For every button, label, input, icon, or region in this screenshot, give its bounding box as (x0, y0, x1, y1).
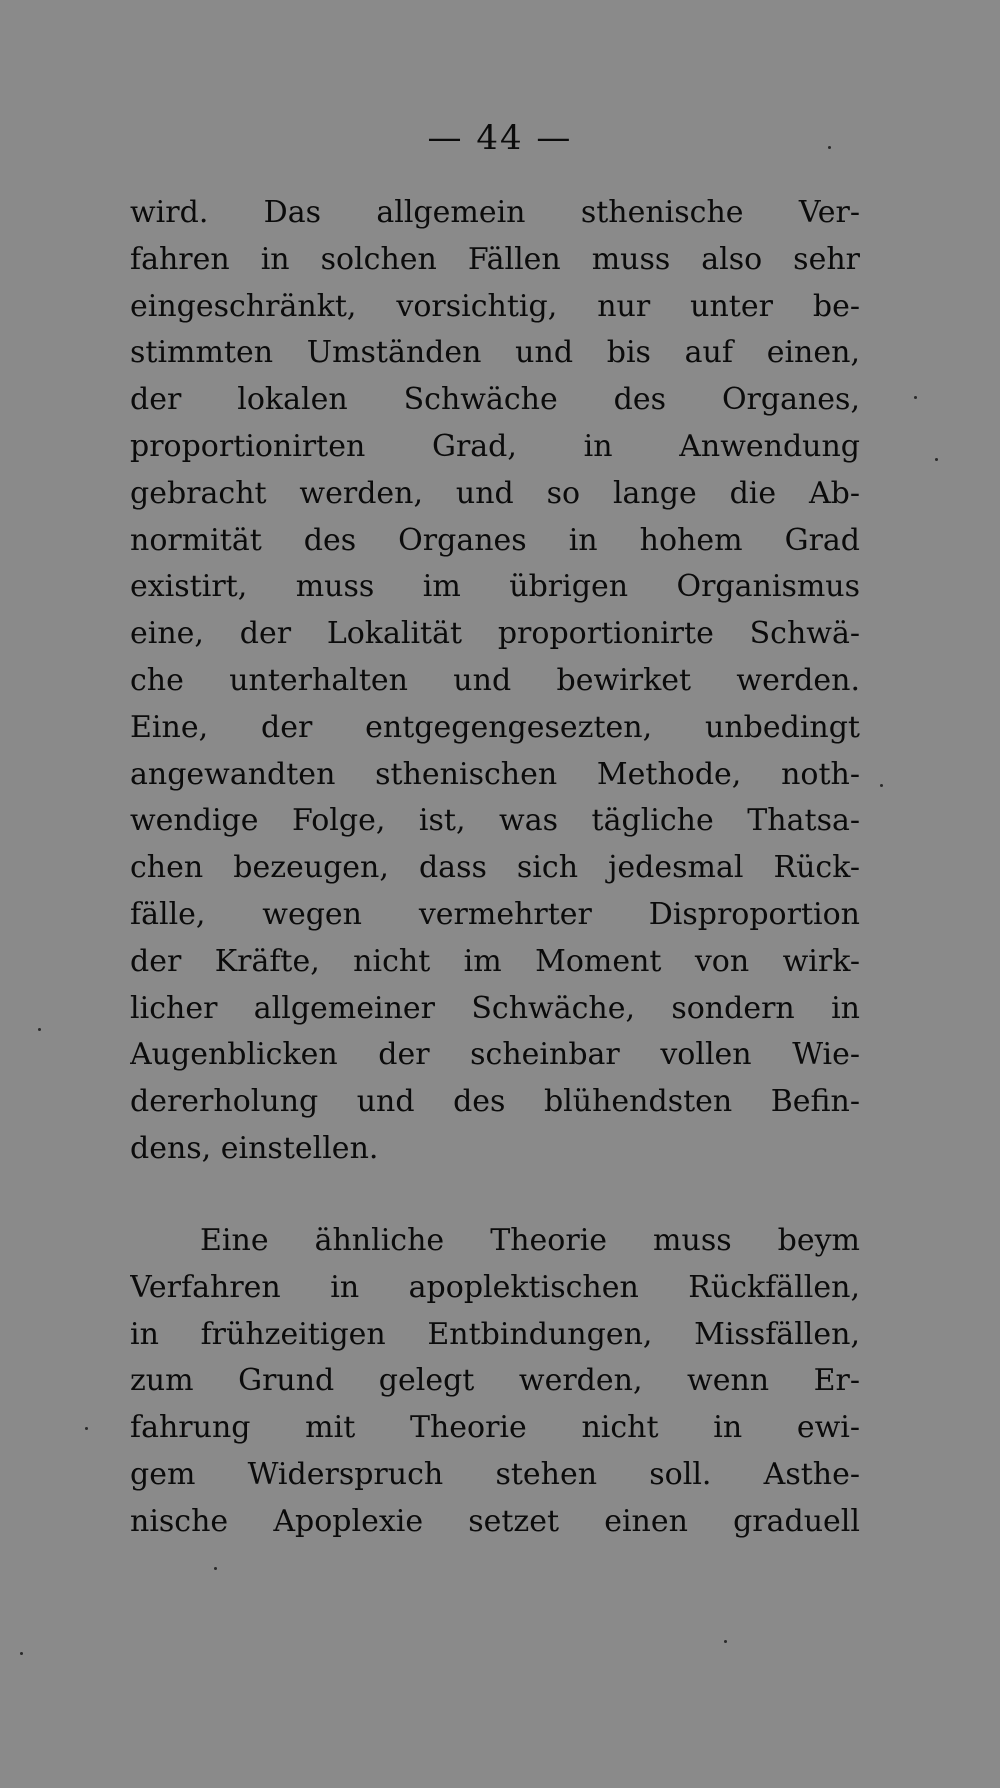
text-line: zum Grund gelegt werden, wenn Er- (130, 1363, 860, 1399)
paragraph-1 (130, 190, 860, 1173)
text-line: eine, der Lokalität proportionirte Schwä- (130, 616, 860, 652)
text-line: Augenblicken der scheinbar vollen Wie- (130, 1037, 860, 1073)
text-line: fahren in solchen Fällen muss also sehr (130, 241, 860, 277)
text-line: dens, einstellen. (130, 1130, 379, 1166)
text-line: Verfahren in apoplektischen Rückfällen, (130, 1269, 860, 1305)
text-line: existirt, muss im übrigen Organismus (130, 569, 860, 605)
text-line: wird. Das allgemein sthenische Ver- (130, 195, 860, 230)
text-line: gem Widerspruch stehen soll. Asthe- (130, 1456, 860, 1492)
scan-speck (828, 146, 831, 149)
scan-speck (85, 1427, 88, 1430)
text-line: der lokalen Schwäche des Organes, (130, 382, 860, 418)
text-line: stimmten Umständen und bis auf einen, (130, 335, 860, 371)
text-line: Eine ähnliche Theorie muss beym (200, 1223, 860, 1258)
scan-speck (914, 396, 917, 399)
text-line: nische Apoplexie setzet einen graduell (130, 1503, 860, 1539)
text-line: der Kräfte, nicht im Moment von wirk- (130, 943, 860, 979)
text-line: che unterhalten und bewirket werden. (130, 662, 860, 698)
text-line: in frühzeitigen Entbindungen, Missfällen, (130, 1316, 860, 1352)
text-line: dererholung und des blühendsten Befin- (130, 1084, 860, 1120)
scan-speck (20, 1652, 23, 1655)
text-line: eingeschränkt, vorsichtig, nur unter be- (130, 288, 860, 324)
text-line: licher allgemeiner Schwäche, sondern in (130, 990, 860, 1026)
text-line: angewandten sthenischen Methode, noth- (130, 756, 860, 792)
page-number: — 44 — (427, 118, 573, 158)
scan-speck (935, 458, 938, 461)
text-line: gebracht werden, und so lange die Ab- (130, 475, 860, 511)
text-line: proportionirten Grad, in Anwendung (130, 428, 860, 464)
text-line: normität des Organes in hohem Grad (130, 522, 860, 558)
scan-speck (724, 1640, 727, 1643)
scan-speck (880, 784, 883, 787)
text-line: fahrung mit Theorie nicht in ewi- (130, 1410, 860, 1446)
scan-speck (214, 1567, 217, 1570)
scan-speck (38, 1028, 41, 1031)
text-line: chen bezeugen, dass sich jedesmal Rück- (130, 850, 860, 886)
paragraph-2 (130, 1218, 860, 1546)
text-line: wendige Folge, ist, was tägliche Thatsa- (130, 803, 860, 839)
text-line: Eine, der entgegengesezten, unbedingt (130, 709, 860, 745)
text-line: fälle, wegen vermehrter Disproportion (130, 896, 860, 932)
